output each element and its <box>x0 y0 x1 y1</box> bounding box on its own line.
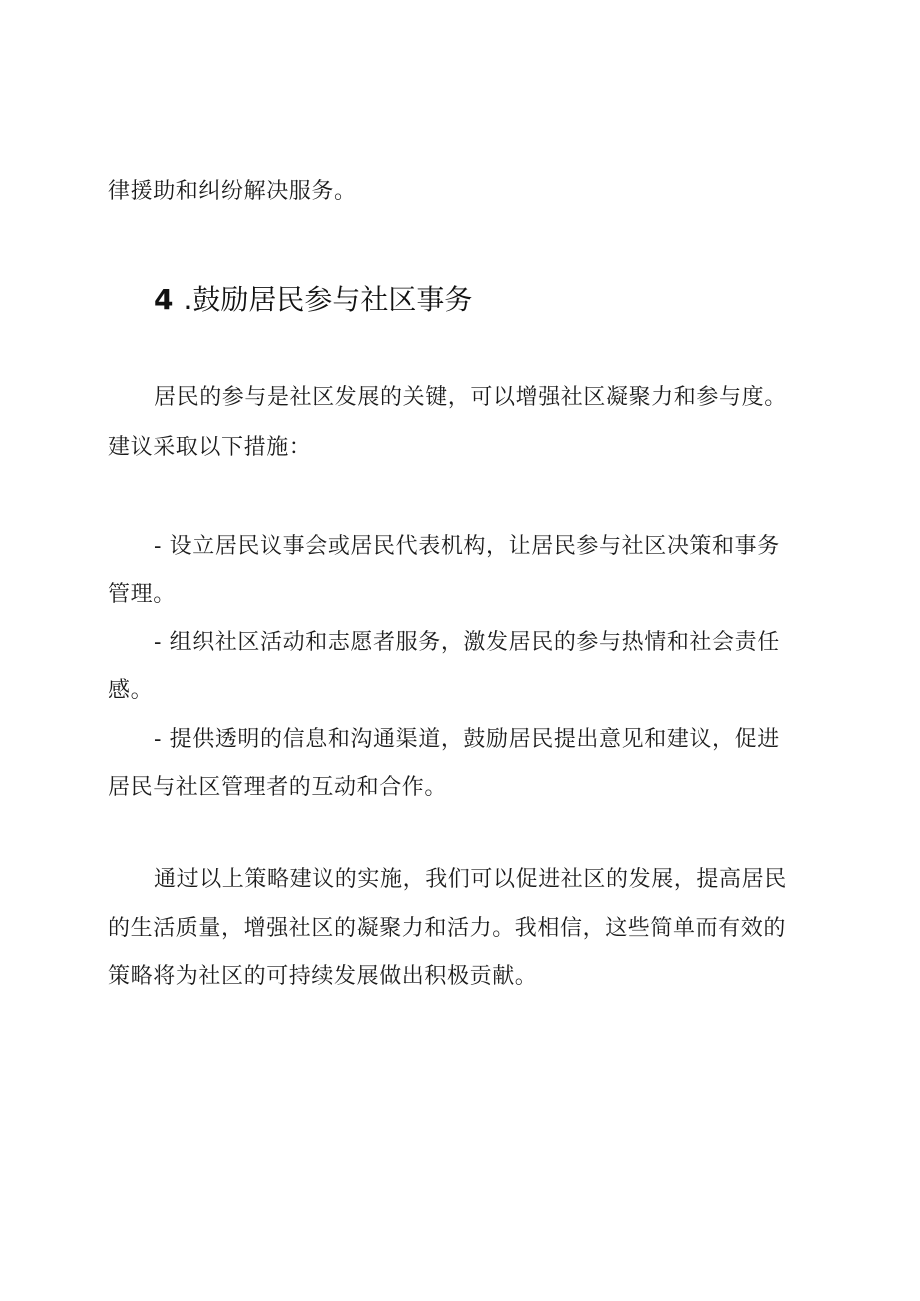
list-item-line: 感。 <box>108 678 154 703</box>
section-heading <box>154 282 472 318</box>
list-item-line: 管理。 <box>108 582 176 607</box>
list-item-line: - 提供透明的信息和沟通渠道，鼓励居民提出意见和建议，促进 <box>154 727 780 752</box>
paragraph-line: 通过以上策略建议的实施，我们可以促进社区的发展，提高居民 <box>154 867 787 892</box>
continuation-text: 律援助和纠纷解决服务。 <box>108 179 357 204</box>
paragraph-line: 建议采取以下措施： <box>108 435 312 460</box>
list-item-line: - 组织社区活动和志愿者服务，激发居民的参与热情和社会责任 <box>154 630 780 655</box>
paragraph-line: 策略将为社区的可持续发展做出积极贡献。 <box>108 964 538 989</box>
section-title: .鼓励居民参与社区事务 <box>183 283 473 316</box>
paragraph-line: 居民的参与是社区发展的关键，可以增强社区凝聚力和参与度。 <box>154 385 787 410</box>
section-number: 4 <box>154 283 174 316</box>
paragraph-line: 的生活质量，增强社区的凝聚力和活力。我相信，这些简单而有效的 <box>108 916 787 941</box>
list-item-line: - 设立居民议事会或居民代表机构，让居民参与社区决策和事务 <box>154 534 780 559</box>
list-item-line: 居民与社区管理者的互动和合作。 <box>108 775 448 800</box>
